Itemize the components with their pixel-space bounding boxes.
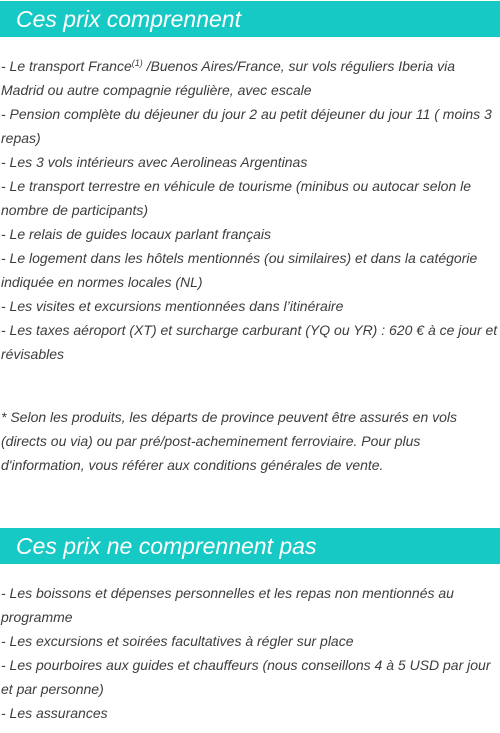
footnote-marker: (1) (131, 58, 143, 68)
included-section-header (0, 1, 500, 37)
included-list (0, 37, 500, 366)
included-item-transport: - Le transport France$^{(1)}$ /Buenos Aires/France, sur vols réguliers Iberia via Madrid ou autre compagnie régulière, avec escale (1, 58, 456, 98)
included-item-ground-transport: - Le transport terrestre en véhicule de tourisme (minibus ou autocar selon le nombre de participants) (1, 178, 472, 218)
included-item-meals: - Pension complète du déjeuner du jour 2 au petit déjeuner du jour 11 ( moins 3 repas) (1, 106, 492, 146)
footnote-paragraph (0, 366, 500, 477)
excluded-title: Ces prix ne comprennent pas (16, 533, 317, 559)
included-title: Ces prix comprennent (16, 6, 241, 32)
excluded-list (0, 564, 500, 725)
included-item-guides: - Le relais de guides locaux parlant français (1, 226, 272, 242)
included-item-taxes: - Les taxes aéroport (XT) et surcharge carburant (YQ ou YR) : 620 € à ce jour et révisables (1, 322, 498, 362)
footnote-text: * Selon les produits, les départs de province peuvent être assurés en vols (directs ou via) ou par pré/post-acheminement ferroviaire. Pour plus d'information, vous référer aux conditions générales de vente. (1, 409, 458, 473)
included-item-domestic-flights: - Les 3 vols intérieurs avec Aerolineas Argentinas (1, 154, 308, 170)
excluded-item-tips: - Les pourboires aux guides et chauffeurs (nous conseillons 4 à 5 USD par jour et par personne) (1, 657, 491, 697)
included-item-lodging: - Le logement dans les hôtels mentionnés (ou similaires) et dans la catégorie indiquée en normes locales (NL) (1, 250, 478, 290)
excluded-item-optional-excursions: - Les excursions et soirées facultatives à régler sur place (1, 633, 354, 649)
excluded-item-drinks: - Les boissons et dépenses personnelles et les repas non mentionnés au programme (1, 585, 454, 625)
excluded-item-insurance: - Les assurances (1, 705, 108, 721)
included-item-visits: - Les visites et excursions mentionnées dans l’itinéraire (1, 298, 344, 314)
excluded-section-header (0, 528, 500, 564)
